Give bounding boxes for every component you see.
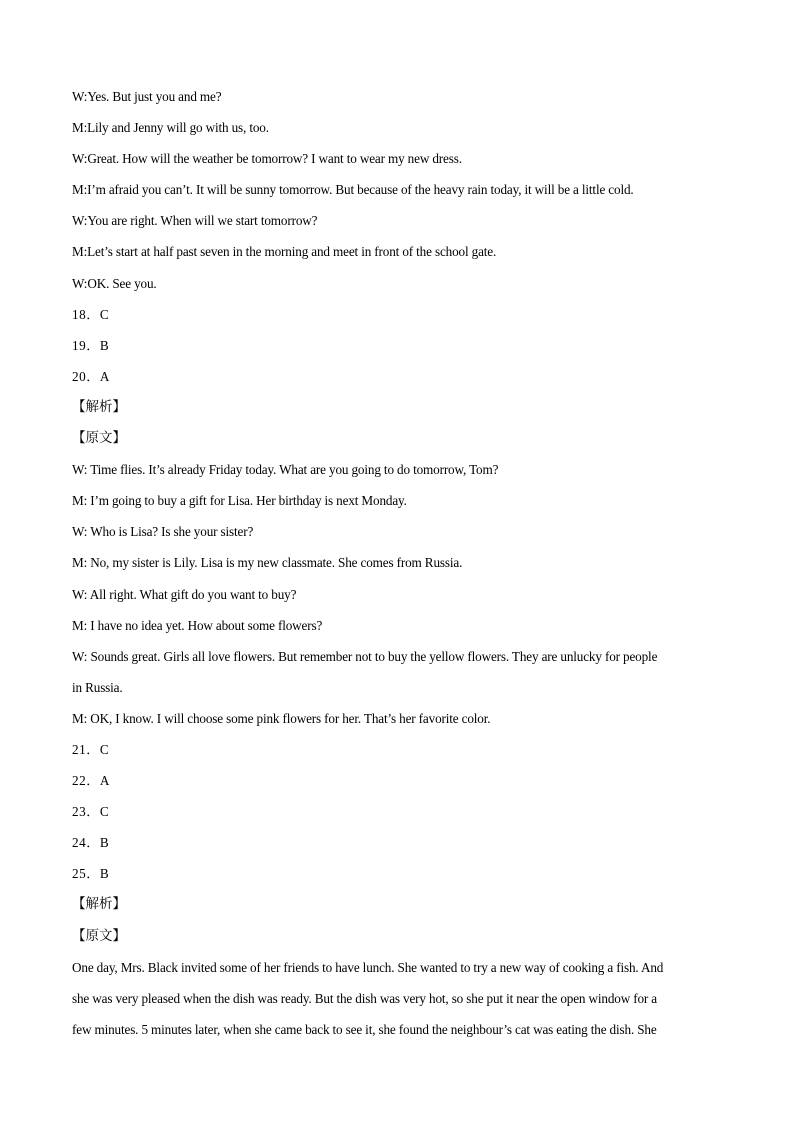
- dialogue-line: in Russia.: [72, 679, 123, 695]
- analysis-heading: 【解析】: [72, 896, 126, 913]
- answer-item: 18．C: [72, 306, 110, 322]
- answers-18-20: [72, 299, 722, 392]
- dialogue-1: [72, 81, 722, 299]
- dialogue-line: W:OK. See you.: [72, 275, 157, 291]
- dialogue-line: M: No, my sister is Lily. Lisa is my new classmate. She comes from Russia.: [72, 555, 463, 571]
- dialogue-line: W: All right. What gift do you want to buy?: [72, 586, 297, 602]
- answer-item: 25．B: [72, 866, 110, 882]
- answer-item: 23．C: [72, 804, 110, 820]
- analysis-heading: 【解析】: [72, 398, 126, 415]
- passage-line: few minutes. 5 minutes later, when she came back to see it, she found the neighbour’s cat was eating the dish. She: [72, 1021, 657, 1037]
- answer-item: 22．A: [72, 773, 110, 789]
- answer-item: 24．B: [72, 835, 110, 851]
- dialogue-line: W:Great. How will the weather be tomorrow? I want to wear my new dress.: [72, 151, 462, 167]
- dialogue-line: W: Who is Lisa? Is she your sister?: [72, 524, 254, 540]
- document-page: [72, 81, 722, 1045]
- passage-line: One day, Mrs. Black invited some of her friends to have lunch. She wanted to try a new way of cooking a fish. And: [72, 959, 664, 975]
- passage: [72, 952, 722, 1045]
- dialogue-line: W:Yes. But just you and me?: [72, 89, 222, 104]
- dialogue-line: M: OK, I know. I will choose some pink flowers for her. That’s her favorite color.: [72, 710, 491, 726]
- dialogue-line: M: I have no idea yet. How about some flowers?: [72, 617, 323, 633]
- dialogue-line: M: I’m going to buy a gift for Lisa. Her birthday is next Monday.: [72, 493, 407, 509]
- passage-line: she was very pleased when the dish was ready. But the dish was very hot, so she put it near the open window for a: [72, 990, 658, 1006]
- answer-item: 21．C: [72, 741, 110, 757]
- answer-item: 20．A: [72, 368, 110, 384]
- answer-item: 19．B: [72, 337, 110, 353]
- dialogue-line: M:Let’s start at half past seven in the morning and meet in front of the school gate.: [72, 244, 497, 260]
- dialogue-line: W:You are right. When will we start tomorrow?: [72, 213, 318, 229]
- dialogue-line: W: Time flies. It’s already Friday today. What are you going to do tomorrow, Tom?: [72, 462, 499, 478]
- original-text-heading: 【原文】: [72, 927, 126, 944]
- dialogue-line: W: Sounds great. Girls all love flowers. But remember not to buy the yellow flowers. They are unlucky for people: [72, 648, 658, 664]
- original-text-heading: 【原文】: [72, 430, 126, 447]
- dialogue-line: M:I’m afraid you can’t. It will be sunny tomorrow. But because of the heavy rain today, it will be a little cold.: [72, 182, 634, 198]
- dialogue-line: M:Lily and Jenny will go with us, too.: [72, 120, 269, 136]
- answers-21-25: [72, 734, 722, 889]
- dialogue-2: [72, 454, 722, 734]
